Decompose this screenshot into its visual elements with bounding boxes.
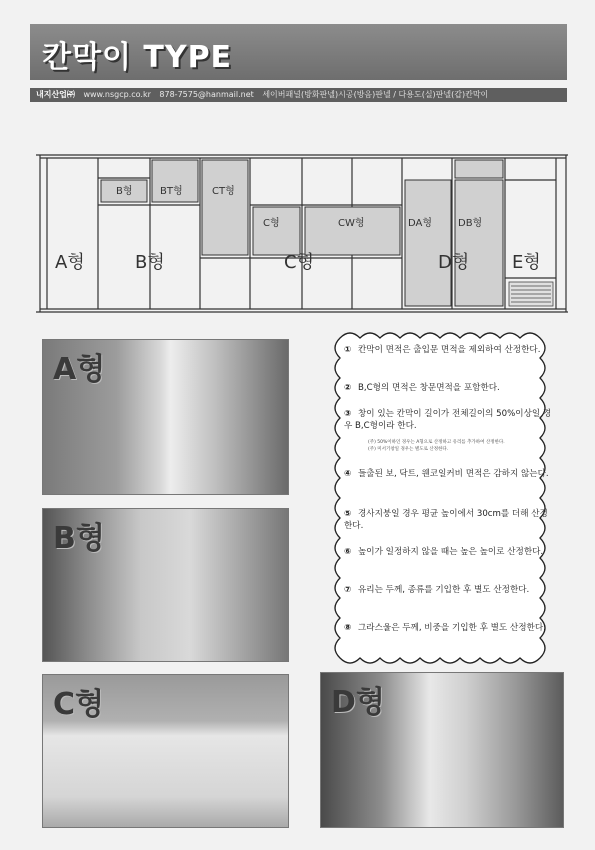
sublabel-c: C형 bbox=[263, 218, 280, 229]
sublabel-db: DB형 bbox=[458, 218, 483, 229]
glass-panel-c bbox=[253, 207, 300, 255]
note-item: ⑤ 경사지붕일 경우 평균 높이에서 30cm를 더해 산정한다. bbox=[344, 509, 548, 531]
website-link[interactable]: www.nsgcp.co.kr bbox=[83, 90, 151, 99]
label-d: D형 bbox=[438, 252, 470, 273]
company-name: 내지산업㈜ bbox=[36, 90, 75, 99]
label-c: C형 bbox=[284, 252, 314, 273]
note-item: ⑧ 그라스울은 두께, 비중을 기입한 후 별도 산정한다. bbox=[344, 623, 546, 633]
glass-panel-ct bbox=[202, 160, 248, 255]
note-item: ① 칸막이 면적은 출입문 면적을 제외하여 산정한다. bbox=[344, 345, 541, 355]
photo-title-b: B형 bbox=[53, 521, 105, 556]
note-item: ② B,C형의 면적은 창문면적을 포함한다. bbox=[344, 383, 500, 393]
photo-title-d: D형 bbox=[331, 685, 385, 720]
sublabel-b: B형 bbox=[116, 186, 133, 197]
notes-list bbox=[328, 330, 556, 665]
photo-title-a: A형 bbox=[53, 352, 106, 387]
glass-panel-db bbox=[455, 180, 503, 306]
note-item: ③ 창이 있는 칸막이 길이가 전체길이의 50%이상일 경우 B,C형이라 한다. bbox=[344, 409, 552, 431]
photo-title-c: C형 bbox=[53, 687, 104, 722]
page-title: 칸막이 TYPE bbox=[42, 40, 233, 75]
sublabel-ct: CT형 bbox=[212, 186, 235, 197]
product-lines: 세이버패널(방화판넬)시공(방음)판넬 / 다용도(실)판넬(갑)칸막이 bbox=[262, 90, 489, 99]
email-link[interactable]: 878-7575@hanmail.net bbox=[159, 90, 254, 99]
photo-type-c bbox=[42, 674, 289, 828]
label-a: A형 bbox=[55, 252, 85, 273]
sublabel-cw: CW형 bbox=[338, 218, 365, 229]
contact-bar bbox=[30, 88, 567, 102]
photo-type-d bbox=[320, 672, 564, 828]
note-item: ⑥ 높이가 일정하지 않을 때는 높은 높이로 산정한다. bbox=[344, 547, 544, 557]
photo-type-a bbox=[42, 339, 289, 495]
glass-panel-da bbox=[405, 180, 451, 306]
subnote: (주) 미서기창일 경우는 별도로 산정한다. bbox=[368, 447, 449, 452]
sublabel-da: DA형 bbox=[408, 218, 433, 229]
photo-type-b bbox=[42, 508, 289, 662]
label-e: E형 bbox=[512, 252, 541, 273]
glass-panel-db-top bbox=[455, 160, 503, 178]
subnote: (주) 50%이하인 경우는 A형으로 산정하고 유리를 추가하여 산정한다. bbox=[368, 440, 505, 445]
note-item: ④ 들출된 보, 닥트, 웬코일커비 면적은 감하지 않는다. bbox=[344, 469, 549, 479]
note-item: ⑦ 유리는 두께, 종류를 기입한 후 별도 산정한다. bbox=[344, 585, 530, 595]
label-b: B형 bbox=[135, 252, 165, 273]
louver-icon bbox=[509, 282, 553, 306]
glass-panel-cw bbox=[305, 207, 400, 255]
title-banner bbox=[30, 24, 567, 80]
sublabel-bt: BT형 bbox=[160, 186, 183, 197]
